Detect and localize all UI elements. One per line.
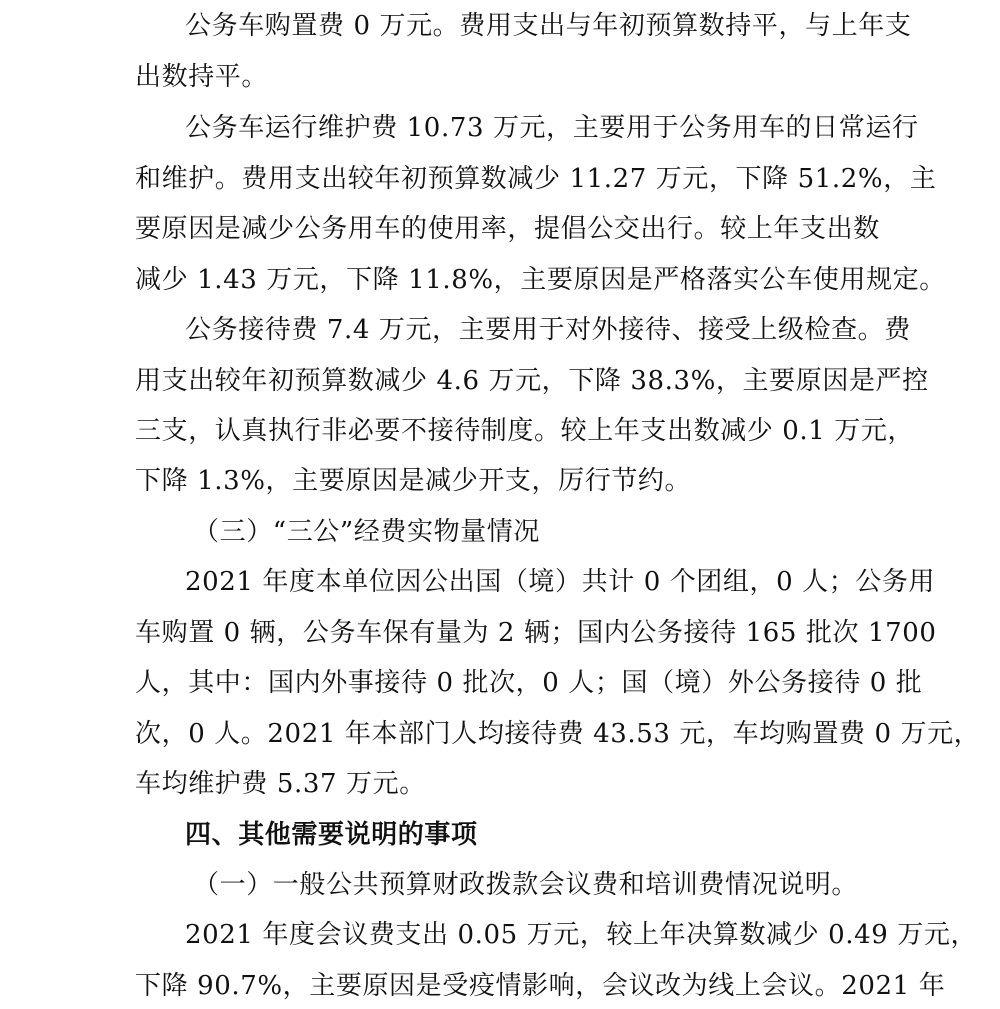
text-line: 用支出较年初预算数减少 4.6 万元，下降 38.3%，主要原因是严控 (135, 366, 929, 396)
text-line: 次，0 人。2021 年本部门人均接待费 43.53 元，车均购置费 0 万元， (135, 719, 981, 749)
text-line: 和维护。费用支出较年初预算数减少 11.27 万元，下降 51.2%，主 (135, 164, 937, 194)
text-line: 人，其中：国内外事接待 0 批次，0 人；国（境）外公务接待 0 批 (135, 668, 923, 698)
subsection-heading: （一）一般公共预算财政拨款会议费和培训费情况说明。 (193, 870, 859, 900)
text-line: 2021 年度会议费支出 0.05 万元，较上年决算数减少 0.49 万元， (185, 920, 978, 950)
text-line: 公务接待费 7.4 万元，主要用于对外接待、接受上级检查。费 (185, 315, 911, 345)
text-line: 三支，认真执行非必要不接待制度。较上年支出数减少 0.1 万元， (135, 416, 915, 446)
section-heading: 四、其他需要说明的事项 (185, 820, 478, 850)
text-line: 车均维护费 5.37 万元。 (135, 769, 426, 799)
text-line: 车购置 0 辆，公务车保有量为 2 辆；国内公务接待 165 批次 1700 (135, 618, 937, 648)
text-line: 出数持平。 (135, 62, 269, 92)
text-line: 2021 年度本单位因公出国（境）共计 0 个团组，0 人；公务用 (185, 567, 936, 597)
section-heading: （三）“三公”经费实物量情况 (193, 517, 540, 547)
text-line: 下降 1.3%，主要原因是减少开支，厉行节约。 (135, 466, 692, 496)
text-line: 下降 90.7%，主要原因是受疫情影响，会议改为线上会议。2021 年 (135, 971, 946, 1001)
text-line: 公务车运行维护费 10.73 万元，主要用于公务用车的日常运行 (185, 113, 919, 143)
text-line: 公务车购置费 0 万元。费用支出与年初预算数持平，与上年支 (185, 11, 912, 41)
text-line: 减少 1.43 万元，下降 11.8%，主要原因是严格落实公车使用规定。 (135, 265, 946, 295)
text-line: 要原因是减少公务用车的使用率，提倡公交出行。较上年支出数 (135, 214, 880, 244)
